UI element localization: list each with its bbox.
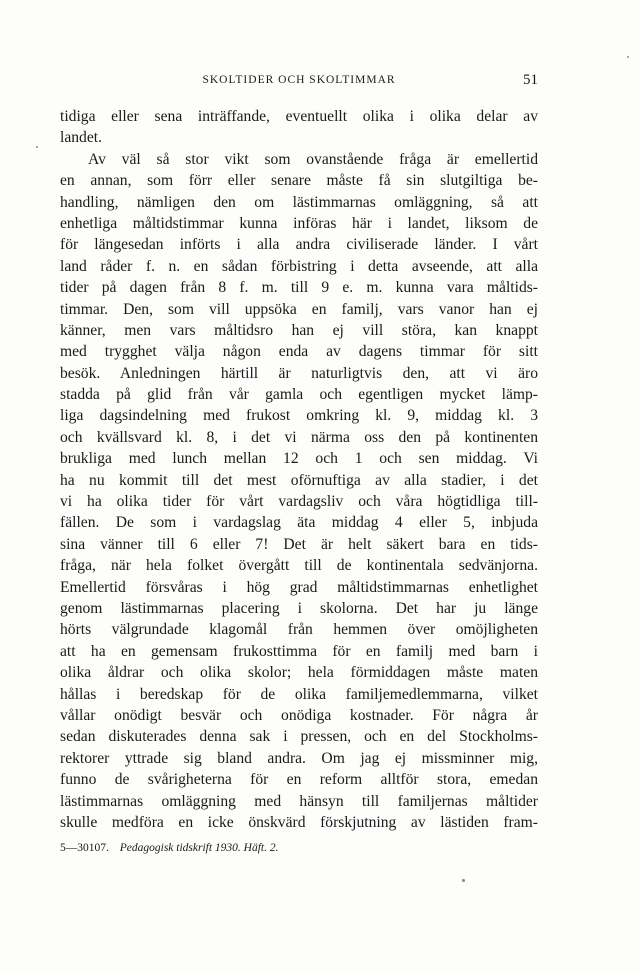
text-line: sina vänner till 6 eller 7! Det är helt säkert bara en tids- bbox=[60, 535, 538, 553]
text-line: enhetliga måltidstimmar kunna införas här i landet, liksom de bbox=[60, 214, 538, 232]
text-line: land råder f. n. en sådan förbistring i detta avseende, att alla bbox=[60, 257, 538, 275]
text-line: en annan, som förr eller senare måste få sin slutgiltiga be- bbox=[60, 172, 538, 190]
text-line: sedan diskuterades denna sak i pressen, och en del Stockholms- bbox=[60, 728, 538, 746]
text-line: skulle medföra en icke önskvärd förskjutning av lästiden fram- bbox=[60, 813, 538, 831]
text-line: genom lästimmarnas placering i skolorna. Det har ju länge bbox=[60, 599, 538, 617]
text-line: lästimmarnas omläggning med hänsyn till familjernas måltider bbox=[60, 792, 538, 810]
text-line: vi ha olika tider för vårt vardagsliv och våra högtidliga till- bbox=[60, 493, 538, 511]
margin-speck bbox=[627, 56, 629, 58]
body-text bbox=[60, 106, 538, 833]
text-line: för längesedan införts i alla andra civiliserade länder. I vårt bbox=[60, 236, 538, 254]
text-line: funno de svårigheterna för en reform alltför stora, emedan bbox=[60, 771, 538, 789]
text-line: tidiga eller sena inträffande, eventuellt olika i olika delar av bbox=[60, 108, 538, 125]
text-line: vållar onödigt besvär och onödiga kostnader. För några år bbox=[60, 706, 538, 724]
text-line: hörts välgrundade klagomål från hemmen över omöjligheten bbox=[60, 621, 538, 639]
text-line: hållas i beredskap för de olika familjemedlemmarna, vilket bbox=[60, 685, 538, 703]
margin-speck bbox=[36, 146, 38, 148]
text-line: besök. Anledningen härtill är naturligtvis den, att vi äro bbox=[60, 364, 538, 382]
running-head bbox=[60, 74, 538, 94]
text-line: att ha en gemensam frukosttimma för en familj med barn i bbox=[60, 642, 538, 660]
text-line: fråga, när hela folket övergått till de kontinentala sedvänjorna. bbox=[60, 557, 538, 575]
signature-mark: 5—30107. bbox=[60, 842, 109, 854]
text-line: fällen. De som i vardagslag äta middag 4 eller 5, inbjuda bbox=[60, 514, 538, 532]
text-line: landet. bbox=[60, 129, 102, 147]
text-line: ha nu kommit till det mest oförnuftiga av alla stadier, i det bbox=[60, 471, 538, 489]
journal-citation: Pedagogisk tidskrift 1930. Häft. 2. bbox=[119, 842, 279, 854]
text-line: med trygghet välja någon enda av dagens timmar för sitt bbox=[60, 343, 538, 361]
text-line: känner, men vars måltidsro han ej vill störa, kan knappt bbox=[60, 321, 538, 339]
text-line: rektorer yttrade sig bland andra. Om jag ej missminner mig, bbox=[60, 749, 538, 767]
running-head-title: SKOLTIDER OCH SKOLTIMMAR bbox=[202, 74, 396, 86]
text-line: Av väl så stor vikt som ovanstående fråga är emellertid bbox=[88, 150, 538, 168]
text-line: timmar. Den, som vill uppsöka en familj, vars vanor han ej bbox=[60, 300, 538, 318]
text-line: olika åldrar och olika skolor; hela förmiddagen måste maten bbox=[60, 664, 538, 682]
text-line: tider på dagen från 8 f. m. till 9 e. m. kunna vara måltids- bbox=[60, 279, 538, 297]
page-number: 51 bbox=[523, 72, 538, 88]
margin-speck bbox=[462, 879, 465, 882]
text-line: brukliga med lunch mellan 12 och 1 och sen middag. Vi bbox=[60, 450, 538, 468]
text-line: och kvällsvard kl. 8, i det vi närma oss den på kontinenten bbox=[60, 428, 538, 446]
page-footer bbox=[60, 842, 279, 854]
text-line: stadda på glid från vår gamla och egentligen mycket lämp- bbox=[60, 386, 538, 404]
text-line: handling, nämligen den om lästimmarnas omläggning, så att bbox=[60, 193, 538, 211]
text-line: liga dagsindelning med frukost omkring kl. 9, middag kl. 3 bbox=[60, 407, 538, 425]
text-line: Emellertid försvåras i hög grad måltidstimmarnas enhetlighet bbox=[60, 578, 538, 596]
